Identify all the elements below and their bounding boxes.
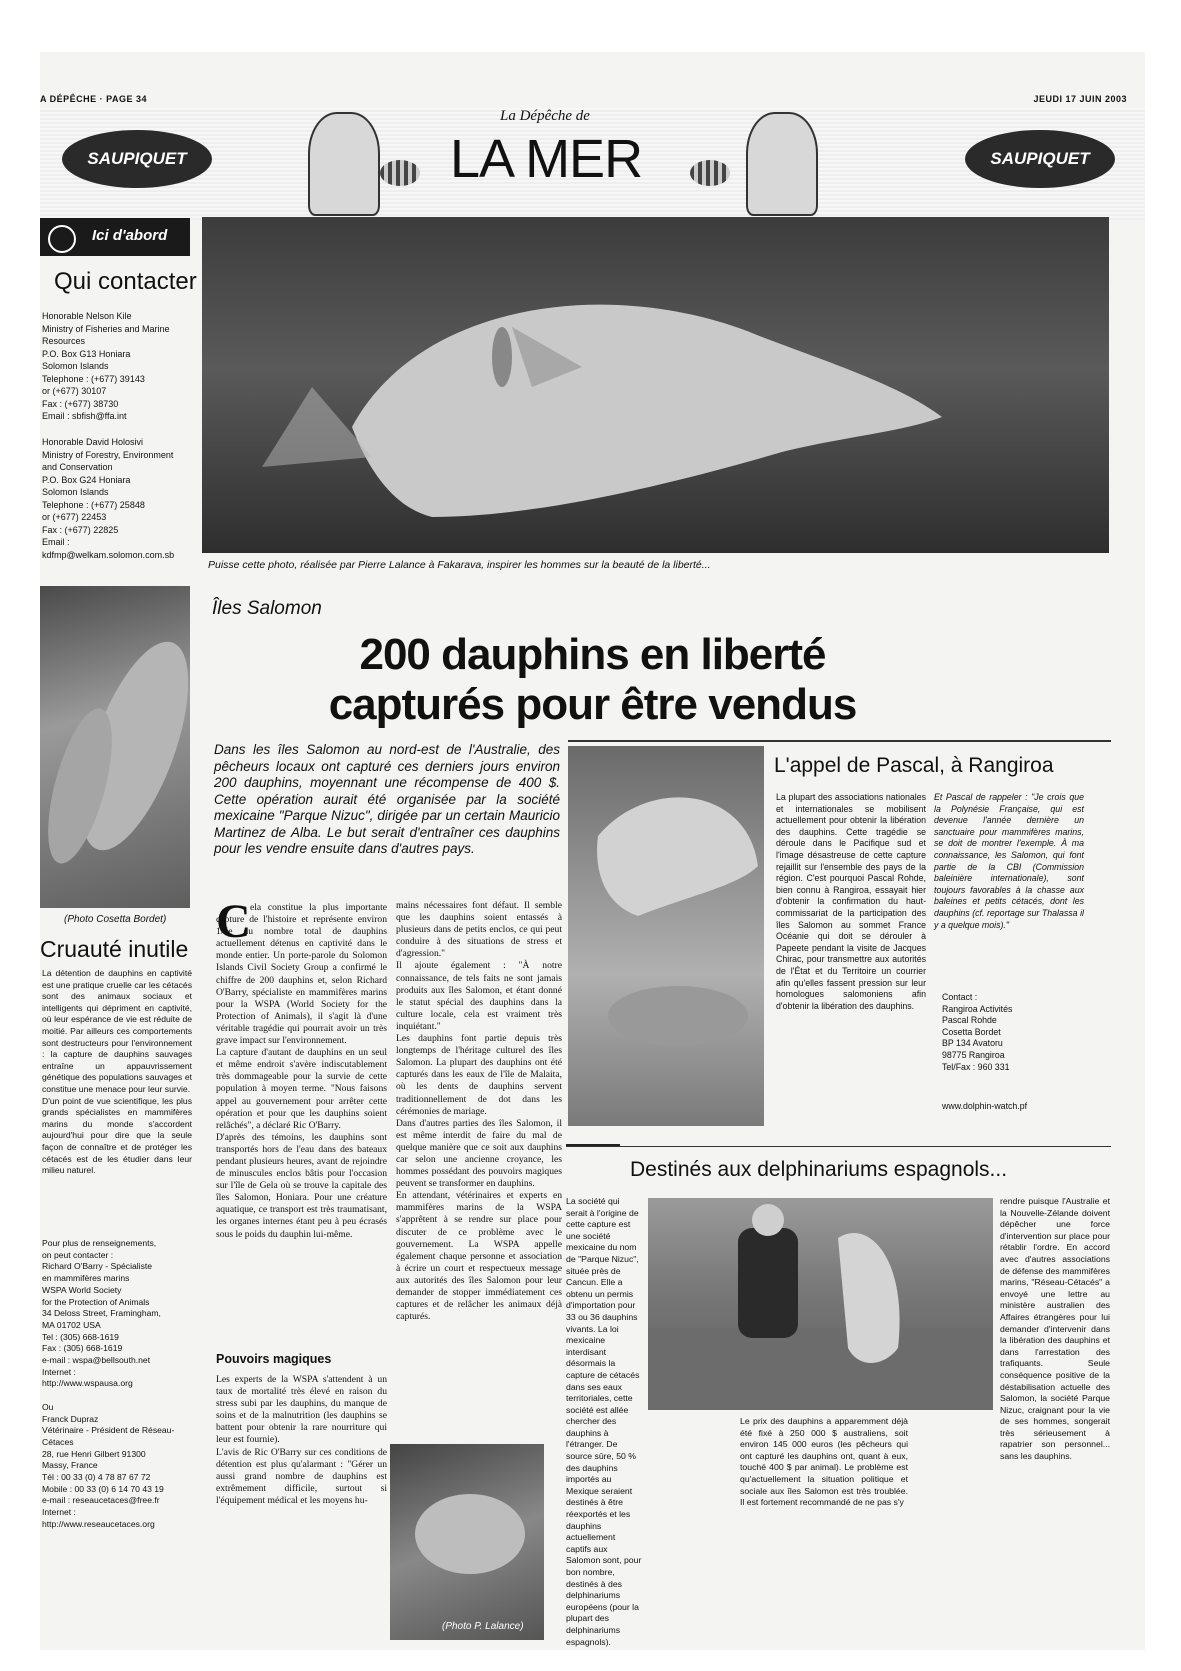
- info-line: http://www.reseaucetaces.org: [42, 1518, 155, 1529]
- article-column-1: ela constitue la plus importante capture de l'histoire et représente environ 1/5e du nombre total de dauphins actuellement détenus en captivité dans le monde entier. Un porte-parole du Solomon Islands Civil Society Group a confirmé le chiffre de 200 dauphins et, selon Richard O'Barry, spécialiste en mammifères marins pour la WSPA (World Society for the Protection of Animals), il s'agit là d'une véritable tragédie qui pourrait avoir un très grave impact sur l'environnement. La capture d'autant de dauphins en un seul et même endroit s'avère indiscutablement très dommageable pour la survie de cette population à moyen terme. "Nous faisons appel au gouvernement pour arrêter cette opération et pour que les dauphins soient relâchés", a déclaré Ric O'Barry. D'après des témoins, les dauphins sont transportés hors de l'eau dans des bateaux pendant plusieurs heures, avant de rejoindre de minuscules enclos bâtis pour l'occasion sur l'île de Gela où se trouve la capitale des îles Salomon, Honiara. Pour une créature aquatique, ce transport est très traumatisant, les organes internes étant peu à peu écrasés sous le poids du dauphin lui-même.: [216, 902, 387, 1240]
- info-line: for the Protection of Animals: [42, 1296, 150, 1307]
- pascal-text-2: Et Pascal de rappeler : "Je crois que la Polynésie Française, qui est devenue l'année dernière un sanctuaire pour mammifères marins, se doit de montrer l'exemple. À ma connaissance, les Salomon, qui font partie de la CBI (Commission baleinière internationale), sont toujours favorables à la chasse aux baleines et petits cétacés, dont les dauphins (cf. reportage sur Thalassa il y a quelque mois).": [934, 792, 1084, 930]
- pascal-title: L'appel de Pascal, à Rangiroa: [774, 754, 1054, 777]
- article-kicker: Îles Salomon: [212, 598, 322, 619]
- brand-logo-left: SAUPIQUET: [62, 130, 212, 188]
- subhead-pouvoirs: Pouvoirs magiques: [216, 1352, 332, 1366]
- info-line: http://www.wspausa.org: [42, 1378, 133, 1389]
- newspaper-page: [40, 52, 1145, 1650]
- cruaute-title: Cruauté inutile: [40, 936, 189, 962]
- delphi-title: Destinés aux delphinariums espagnols...: [630, 1158, 1008, 1181]
- page-label: A DÉPÊCHE · PAGE 34: [40, 94, 148, 104]
- contact-line: Fax : (+677) 38730: [42, 398, 119, 409]
- pascal-contact: [942, 992, 1082, 1073]
- contact-line: 98775 Rangiroa: [942, 1049, 1005, 1060]
- contact-line: Solomon Islands: [42, 361, 109, 371]
- contact-block-1: [42, 310, 194, 423]
- info-line: MA 01702 USA: [42, 1319, 101, 1330]
- more-info-block: [42, 1238, 192, 1531]
- info-line: Franck Dupraz: [42, 1413, 99, 1424]
- delphi-right-text: rendre puisque l'Australie et la Nouvelle-Zélande doivent dépêcher une force d'intervention sur place pour rétablir l'ordre. En accord avec d'autres associations de défense des mammifères marins, "Réseau-Cétacés" a envoyé une lettre au ministère australien des Affaires étrangères pour lui demander d'intervenir dans la libération des dauphins et dans l'arrestation des trafiquants. Seule conséquence positive de la déstabilisation actuelle des Salomon, la société Parque Nizuc, craignant pour la vie de ses hommes, songerait très sérieusement à rapatrier son personnel... sans les dauphins.: [1000, 1196, 1110, 1462]
- info-line: WSPA World Society: [42, 1284, 122, 1295]
- sidebar-title: Qui contacter: [54, 268, 197, 295]
- info-line: Massy, France: [42, 1460, 98, 1471]
- masthead-title: LA MER: [450, 129, 643, 189]
- pascal-dolphin-photo: [568, 746, 764, 1126]
- contact-line: Honorable Nelson Kile: [42, 311, 132, 321]
- cruaute-text: La détention de dauphins en captivité est une pratique cruelle car les cétacés sont des animaux sociaux et intelligents qui dépriment en captivité, où leur espérance de vie est réduite de moitié. Par ailleurs ces comportements sont destructeurs pour l'environnement : la capture de dauphins sauvages entraîne un appauvrissement génétique des populations sauvages et constitue une menace pour leur survie. D'un point de vue scientifique, les plus grands spécialistes en mammifères marins du monde s'accordent aujourd'hui pour dire que la seule façon de connaître et de protéger les cétacés est de les étudier dans leur milieu naturel.: [42, 968, 192, 1176]
- contact-line: P.O. Box G13 Honiara: [42, 348, 131, 359]
- info-line: Richard O'Barry - Spécialiste: [42, 1261, 153, 1272]
- info-line: Vétérinaire - Président de Réseau-: [42, 1425, 175, 1436]
- info-line: Ou: [42, 1401, 54, 1412]
- info-line: Internet :: [42, 1366, 76, 1377]
- trainer-dolphin-photo: [648, 1198, 993, 1410]
- badge-label: Ici d'abord: [92, 227, 168, 244]
- info-line: Fax : (305) 668-1619: [42, 1343, 123, 1354]
- contact-block-2: [42, 436, 194, 561]
- info-line: Tél : 00 33 (0) 4 78 87 67 72: [42, 1472, 151, 1483]
- contact-line: Ministry of Fisheries and Marine: [42, 323, 170, 334]
- info-line: Cétaces: [42, 1436, 74, 1447]
- info-line: 34 Deloss Street, Framingham,: [42, 1308, 161, 1319]
- contact-line: BP 134 Avatoru: [942, 1038, 1003, 1049]
- trainer-scene: [648, 1198, 993, 1410]
- article-column-1b: Les experts de la WSPA s'attendent à un taux de mortalité très élevé en raison du stress subi par les dauphins, du manque de soins et de la malnutrition (les dauphins se battent pour obtenir la rare nourriture qui leur est fournie). L'avis de Ric O'Barry sur ces conditions de détention est plus qu'alarmant : "Gérer un aussi grand nombre de dauphins est extrêmement difficile, surtout si l'équipement médical et les moyens hu-: [216, 1374, 387, 1506]
- delphi-rule: [566, 1146, 1111, 1147]
- info-line: [42, 1390, 192, 1402]
- sidebar-photo-credit: (Photo Cosetta Bordet): [64, 914, 167, 925]
- contact-line: Rangiroa Activités: [942, 1003, 1013, 1014]
- dolphin-photo-small: [390, 1444, 544, 1640]
- hero-dolphin-photo: [202, 217, 1109, 553]
- headline-line-1: 200 dauphins en liberté: [359, 630, 826, 679]
- contact-line: Ministry of Forestry, Environment: [42, 449, 174, 460]
- info-line: Pour plus de renseignements,: [42, 1238, 157, 1248]
- info-line: en mammifères marins: [42, 1273, 130, 1284]
- dolphin-portrait: [568, 746, 764, 1126]
- info-line: e-mail : wspa@bellsouth.net: [42, 1355, 151, 1366]
- dolphin-head: [390, 1444, 544, 1640]
- fish-icon: [690, 160, 730, 186]
- hero-photo-caption: Puisse cette photo, réalisée par Pierre Lalance à Fakarava, inspirer les hommes sur la beauté de la liberté...: [208, 559, 711, 571]
- contact-line: kdfmp@welkam.solomon.com.sb: [42, 549, 175, 560]
- brand-logo-right: SAUPIQUET: [965, 130, 1115, 188]
- info-line: on peut contacter :: [42, 1249, 114, 1260]
- contact-line: P.O. Box G24 Honiara: [42, 474, 131, 485]
- article-column-2: mains nécessaires font défaut. Il semble que les dauphins soient entassés à plusieurs dans de petits enclos, ce qui peut conduire à des situations de stress et d'agression." Il ajoute également : "À notre connaissance, de tels faits ne sont jamais produits aux îles Salomon, et étant donné le statut spécial des dauphins dans la culture locale, cela est vraiment très inquiétant." Les dauphins font partie depuis très longtemps de l'héritage culturel des îles Salomon. La plupart des dauphins ont été capturés dans les eaux de l'île de Malaita, où les dents de dauphins servent traditionnellement de dot dans les cérémonies de mariage. Dans d'autres parties des îles Salomon, il est même interdit de faire du mal de quelque manière que ce soit aux dauphins car selon une ancienne croyance, les hommes possédant des pouvoirs magiques peuvent se transformer en dauphins. En attendant, vétérinaires et experts en mammifères marins de la WSPA s'apprêtent à se rendre sur place pour discuter de ce problème avec le gouvernement. La WSPA appelle également chaque personne et association à écrire un court et respectueux message aux autorités des îles Salomon pour leur demander de stopper immédiatement ces captures et de relâcher les animaux déjà capturés.: [396, 900, 562, 1323]
- info-line: e-mail : reseaucetaces@free.fr: [42, 1495, 160, 1506]
- sidebar-badge: [40, 218, 190, 256]
- globe-icon: [48, 225, 76, 253]
- contact-line: Pascal Rohde: [942, 1015, 997, 1026]
- contact-line: Email :: [42, 537, 70, 547]
- dolphin-illustration: [202, 217, 1109, 553]
- contact-line: and Conservation: [42, 462, 113, 472]
- dropcap: C: [216, 895, 251, 948]
- fish-icon: [380, 160, 420, 186]
- masthead-kicker: La Dépêche de: [500, 108, 590, 124]
- pascal-rule: [568, 740, 1111, 742]
- pascal-url[interactable]: www.dolphin-watch.pf: [942, 1101, 1028, 1111]
- contact-line: Telephone : (+677) 39143: [42, 373, 145, 384]
- contact-line: or (+677) 30107: [42, 386, 107, 396]
- contact-line: Fax : (+677) 22825: [42, 524, 119, 535]
- contact-line: Solomon Islands: [42, 487, 109, 497]
- small-photo-credit: (Photo P. Lalance): [442, 1621, 524, 1632]
- diver-illustration-left: [308, 112, 380, 216]
- info-line: 28, rue Henri Gilbert 91300: [42, 1448, 146, 1459]
- contact-line: Tel/Fax : 960 331: [942, 1061, 1010, 1072]
- contact-line: Telephone : (+677) 25848: [42, 499, 145, 510]
- delphi-left-text: La société qui serait à l'origine de cette capture est une société mexicaine du nom de "Parque Nizuc", située près de Cancun. Elle a obtenu un permis d'importation pour 33 ou 36 dauphins vivants. La loi mexicaine interdisant désormais la capture de cétacés dans ses eaux territoriales, cette société est allée chercher des dauphins à l'étranger. De source sûre, 50 % des dauphins importés au Mexique seraient destinés à être réexportés et les dauphins actuellement captifs aux Salomon sont, pour bon nombre, destinés à des delphinariums européens (pour la plupart des delphinariums espagnols).: [566, 1196, 642, 1647]
- info-line: Internet :: [42, 1507, 76, 1518]
- contact-line: Contact :: [942, 992, 978, 1002]
- contact-line: Honorable David Holosivi: [42, 437, 144, 447]
- info-line: Tel : (305) 668-1619: [42, 1331, 119, 1342]
- contact-line: or (+677) 22453: [42, 512, 107, 522]
- info-line: Mobile : 00 33 (0) 6 14 70 43 19: [42, 1483, 164, 1494]
- pascal-text-1: La plupart des associations nationales et internationales se mobilisent actuellement pour obtenir la libération des dauphins. Cette tragédie se déroule dans le Pacifique sud et l'image désastreuse de cette capture rejaillit sur l'ensemble des pays de la région. C'est pourquoi Pascal Rohde, bien connu à Rangiroa, essayait hier d'obtenir la confirmation du haut-commissariat de la participation des îles Salomon au sommet France Océanie qui doit se dérouler à Papeete pendant la visite de Jacques Chirac, pour transmettre aux autorités de l'État et du Territoire un courrier afin qu'elles fassent pression sur leur homologues salomoniens afin d'obtenir la libération des dauphins.: [776, 792, 926, 1011]
- article-lede: Dans les îles Salomon au nord-est de l'Australie, des pêcheurs locaux ont capturé ces derniers jours environ 200 dauphins, moyennant une récompense de 400 $. Cette opération aurait été organisée par la société mexicaine "Parque Nizuc", dirigée par un certain Mauricio Martinez de Alba. Le but serait d'entraîner ces dauphins pour les vendre ensuite dans d'autres pays.: [214, 742, 560, 856]
- issue-date: JEUDI 17 JUIN 2003: [1033, 94, 1127, 104]
- delphi-bottom-text: Le prix des dauphins a apparemment déjà été fixé à 250 000 $ australiens, soit environ 145 000 euros (les pêcheurs qui ont capturé les dauphins ont, quant à eux, touché 400 $ par animal). Le problème est qu'actuellement la situation politique et sociale aux îles Salomon est très troublée. Il est fortement recommandé de ne pas s'y: [740, 1416, 908, 1508]
- diver-illustration-right: [746, 112, 818, 216]
- contact-line: Email : sbfish@ffa.int: [42, 411, 127, 421]
- contact-line: Resources: [42, 336, 86, 346]
- headline-line-2: capturés pour être vendus: [328, 680, 857, 729]
- contact-line: Cosetta Bordet: [942, 1026, 1001, 1037]
